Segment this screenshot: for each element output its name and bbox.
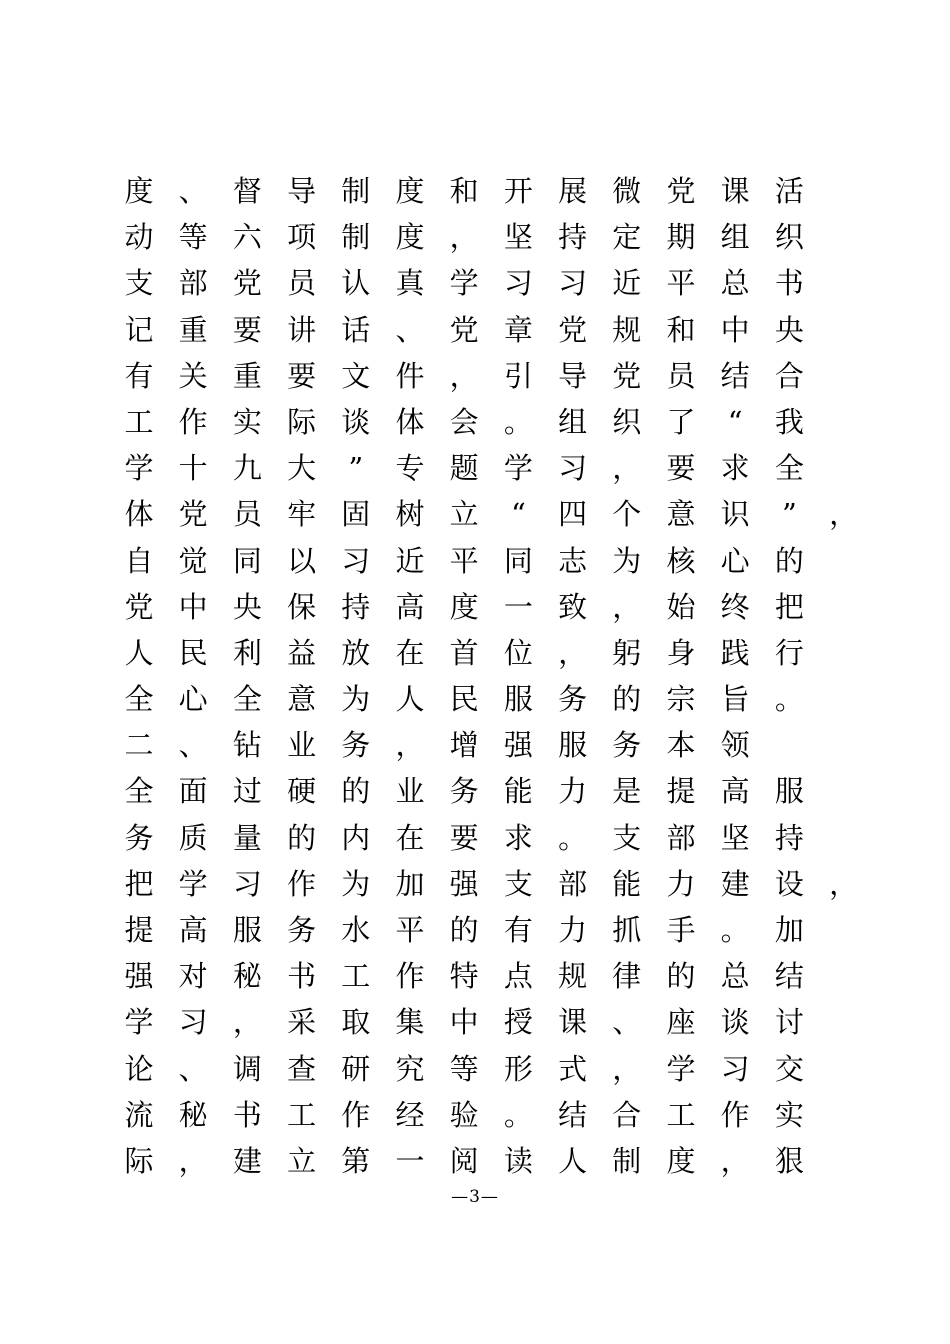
text-line: 动 等 六 项 制 度 ， 坚 持 定 期 组 织 (124, 220, 804, 255)
text-line: 务 质 量 的 内 在 要 求 。 支 部 坚 持 (124, 820, 804, 855)
text-line: 全 心 全 意 为 人 民 服 务 的 宗 旨 。 (124, 682, 804, 717)
text-line: 记 重 要 讲 话 、 党 章 党 规 和 中 央 (124, 312, 804, 347)
text-line: 学 十 九 大 ” 专 题 学 习 ， 要 求 全 (124, 451, 804, 486)
text-line: 支 部 党 员 认 真 学 习 习 近 平 总 书 (124, 266, 804, 301)
text-line: 人 民 利 益 放 在 首 位 ， 躬 身 践 行 (124, 635, 804, 670)
text-line: 学 习 ， 采 取 集 中 授 课 、 座 谈 讨 (124, 1005, 804, 1040)
text-line: 自 觉 同 以 习 近 平 同 志 为 核 心 的 (124, 543, 804, 578)
text-line: 二 、 钻 业 务 ， 增 强 服 务 本 领 (124, 728, 750, 763)
text-line: 提 高 服 务 水 平 的 有 力 抓 手 。 加 (124, 913, 804, 947)
text-line: 有 关 重 要 文 件 ， 引 导 党 员 结 合 (124, 358, 804, 393)
text-line: 全 面 过 硬 的 业 务 能 力 是 提 高 服 (124, 774, 804, 809)
text-line: 流 秘 书 工 作 经 验 。 结 合 工 作 实 (124, 1097, 804, 1132)
body-text (122, 168, 859, 1184)
text-line: 体 党 员 牢 固 树 立 “ 四 个 意 识 ” ， (124, 497, 859, 532)
text-line: 强 对 秘 书 工 作 特 点 规 律 的 总 结 (124, 959, 804, 994)
text-line: 党 中 央 保 持 高 度 一 致 ， 始 终 把 (124, 589, 804, 624)
text-line: 工 作 实 际 谈 体 会 。 组 织 了 “ 我 (124, 404, 804, 439)
page-number: —3— (451, 1187, 499, 1207)
text-line: 把 学 习 作 为 加 强 支 部 能 力 建 设 ， (124, 866, 859, 901)
text-line: 际 ， 建 立 第 一 阅 读 人 制 度 ， 狠 (124, 1143, 804, 1178)
text-line: 论 、 调 查 研 究 等 形 式 ， 学 习 交 (124, 1051, 804, 1086)
text-line: 度 、 督 导 制 度 和 开 展 微 党 课 活 (124, 174, 804, 208)
